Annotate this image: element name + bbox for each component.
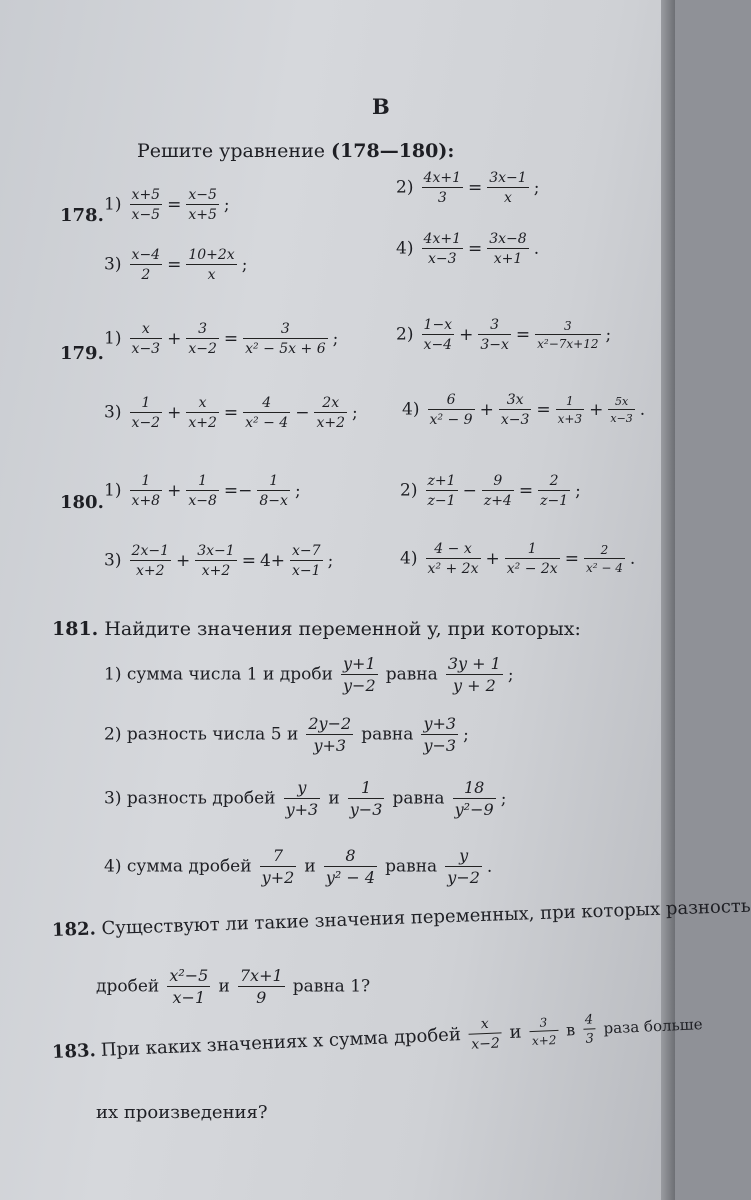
numerator: 1 [505,542,560,559]
numerator: 3 [478,318,511,335]
numerator: y [284,780,321,799]
item-label: 1) [104,328,122,349]
end-mark: ; [575,480,581,501]
denominator: x−3 [428,251,457,267]
denominator: x+8 [131,493,161,509]
numerator: 4x+1 [423,170,461,186]
denominator: x+2 [201,563,231,579]
instruction-range: (178—180): [331,140,455,162]
problem-180-number: 180. [60,492,104,513]
denominator: x−2 [471,1035,501,1053]
numerator: 3x [499,393,532,410]
numerator: 2x [314,396,347,413]
denominator: z−1 [427,493,456,509]
item-label: 3) [104,254,122,275]
end-mark: ; [332,328,339,349]
problem-182-line-1 [51,895,751,941]
numerator: y+1 [343,654,376,673]
problem-181-item-3 [104,780,508,818]
numerator: 7 [260,848,297,867]
numerator: 3 [535,320,600,335]
problem-178-number: 178. [60,205,104,226]
denominator: y−3 [423,736,457,755]
problem-179-item-2: 2) $\frac{1-x}{x-4}$ + $\frac{3}{3-x}$ = $\frac{3}{\text{x²−7x+12}}$ ; [396,317,612,353]
denominator: x−3 [500,412,530,428]
denominator: x+5 [188,207,217,223]
numerator: x+5 [131,187,161,203]
problem-179-item-3: 3) $\frac{1}{x-2}$ + $\frac{x}{x+2}$ = $\frac{4}{\text{x² − 4}}$ − $\frac{2x}{x+2}$ ; [104,395,358,431]
denominator: x−5 [131,207,161,223]
denominator: y+3 [285,800,319,819]
and-word: и [304,856,316,877]
equals-word: равна [392,788,445,809]
denominator: y+2 [261,868,295,887]
problem-180-item-3: 3) $\frac{2x-1}{x+2}$ + $\frac{3x-1}{x+2}$ = 4+ $\frac{x-7}{x-1}$ ; [104,543,334,579]
denominator: x−2 [131,415,161,431]
problem-181-item-2 [104,716,471,754]
denominator: x−1 [172,988,206,1007]
numerator: 9 [482,474,514,491]
numerator: 3 [529,1016,558,1032]
numerator: x²−5 [169,966,209,985]
denominator: x+2 [531,1032,557,1049]
numerator: 10+2x [188,247,235,263]
problem-181-header [52,620,581,639]
denominator: y + 2 [452,676,496,695]
denominator: y² − 4 [325,868,376,887]
problem-180-item-2: 2) $\frac{z+1}{z-1}$ − $\frac{9}{z+4}$ = $\frac{2}{z-1}$ ; [400,473,581,509]
denominator: 3 [585,1031,595,1047]
numerator: 18 [453,780,496,799]
numerator: 1 [130,396,163,413]
item-text: При каких значениях x сумма дробей [100,1024,462,1061]
denominator: x−4 [423,337,453,353]
item-label: 3) [104,402,122,423]
denominator: x+2 [316,415,345,431]
denominator: x [207,267,216,283]
denominator: x+1 [493,251,523,267]
item-label: 1) [104,480,122,501]
numerator: 3x−8 [489,231,527,247]
end-mark: ; [463,724,469,745]
numerator: 1 [556,395,584,410]
and-word: и [328,788,340,809]
numerator: 5x [608,396,634,410]
and-word: и [509,1021,522,1044]
numerator: y [445,848,482,867]
item-label: 4) [400,548,418,569]
end-mark: ; [223,194,230,215]
denominator: x−1 [292,563,321,579]
numerator: 3 [243,322,327,339]
instruction-text: Решите уравнение [137,140,325,162]
numerator: 2 [584,544,625,559]
denominator: x−3 [131,341,161,357]
item-label: 2) [396,177,414,198]
denominator: x−8 [188,493,217,509]
problem-182-line-2 [96,968,370,1006]
denominator: 9 [256,988,267,1007]
numerator: 4 [243,396,290,413]
end-mark: . [629,548,636,569]
item-label: 2) [400,480,418,501]
equals-word: равна [385,664,438,685]
denominator: x² − 4 [585,561,623,575]
numerator: 1−x [423,317,453,333]
equals-word: равна [385,856,438,877]
problem-178-item-4: 4) $\frac{4x+1}{x-3}$ = $\frac{3x-8}{x+1}$ . [396,231,540,267]
problem-181-text: Найдите значения переменной y, при которых: [104,618,581,640]
equals-word: равна [361,724,414,745]
problem-179-number: 179. [60,343,104,364]
problem-180-item-1: 1) $\frac{1}{x+8}$ + $\frac{1}{x-8}$ =− $\frac{1}{8-x}$ ; [104,473,301,509]
numerator: 3x−1 [197,543,235,559]
numerator: 3 [186,322,219,339]
numerator: 6 [428,393,475,410]
problem-183-number: 183. [51,1040,97,1063]
item-text: 1) сумма числа 1 и дроби [104,664,333,685]
item-text: 3) разность дробей [104,788,276,809]
denominator: z−1 [540,493,569,509]
end-mark: . [533,238,540,259]
denominator: x² − 5x + 6 [245,341,326,357]
numerator: x−4 [131,247,161,263]
end-mark: ; [351,402,358,423]
problem-181-item-4 [104,848,494,886]
end-mark: . [639,399,646,420]
problem-182-text: Существуют ли такие значения переменных, при которых разность [101,895,751,940]
item-label: 2) [396,324,414,345]
numerator: 1 [186,474,219,491]
numerator: 2 [538,474,570,491]
denominator: x² − 4 [245,415,289,431]
end-mark: ; [507,664,514,685]
end-mark: . [486,856,493,877]
item-label: 4) [402,399,420,420]
denominator: x+2 [136,563,165,579]
problem-179-item-1: 1) $\frac{x}{x-3}$ + $\frac{3}{x-2}$ = $\frac{3}{\text{x² − 5x + 6}}$ ; [104,321,339,357]
instruction [137,142,454,161]
numerator: 4x+1 [423,231,461,247]
numerator: z+1 [427,473,456,489]
numerator: 4 [583,1013,596,1030]
problem-181-item-1 [104,656,516,694]
problem-178-item-1: 1) $\frac{x+5}{x-5}$ = $\frac{x-5}{x+5}$ ; [104,187,230,223]
problem-183-line-1 [51,1009,703,1070]
numerator: 3x−1 [489,170,527,186]
denominator: z+4 [483,493,512,509]
denominator: y−2 [343,676,376,695]
denominator: 3−x [480,337,509,353]
problem-180-item-4: 4) $\frac{4 - x}{\text{x² + 2x}}$ + $\frac{1}{\text{x² − 2x}}$ = $\frac{2}{\text{x² − 4}}$ . [400,541,636,577]
end-mark: ; [500,788,507,809]
item-text-end: раза больше [603,1015,703,1038]
numerator: x−7 [292,543,321,559]
numerator: y+3 [423,714,457,733]
item-label: 1) [104,194,122,215]
denominator: x² − 9 [429,412,473,428]
numerator: 2x−1 [131,543,169,559]
denominator: y+3 [313,736,347,755]
equation-constant: 4+ [259,550,286,571]
denominator: y²−9 [454,800,494,819]
in-word: в [565,1020,576,1040]
item-text: дробей [96,976,160,997]
item-text-end: равна 1? [292,976,371,997]
denominator: x−3 [610,412,633,425]
denominator: 8−x [259,493,288,509]
problem-178-item-3: 3) $\frac{x-4}{2}$ = $\frac{10+2x}{x}$ ; [104,247,248,283]
denominator: x [504,190,512,206]
numerator: 3y + 1 [447,654,501,673]
problem-178-item-2: 2) $\frac{4x+1}{3}$ = $\frac{3x-1}{x}$ ; [396,170,540,206]
numerator: 4 − x [426,542,481,559]
end-mark: ; [327,550,334,571]
item-label: 4) [396,238,414,259]
item-text: 4) сумма дробей [104,856,252,877]
denominator: 3 [437,190,447,206]
numerator: 2y−2 [308,714,352,733]
item-text: 2) разность числа 5 и [104,724,299,745]
denominator: x²−7x+12 [537,337,599,351]
item-label: 3) [104,550,122,571]
numerator: x [186,396,219,413]
problem-181-number: 181. [52,618,99,640]
problem-183-line-2: их произведения? [96,1102,268,1123]
numerator: 1 [130,474,163,491]
numerator: 7x+1 [239,966,283,985]
numerator: x−5 [188,187,217,203]
numerator: x [130,322,163,339]
problem-179-item-4: 4) $\frac{6}{\text{x² − 9}}$ + $\frac{3x}{x-3}$ = $\frac{1}{x+3}$ + $\frac{5x}{x-3}$ . [402,392,646,428]
denominator: x² − 2x [506,561,558,577]
numerator: 1 [348,780,385,799]
and-word: и [218,976,230,997]
denominator: x−2 [188,341,217,357]
section-letter: В [372,94,390,119]
denominator: x+2 [188,415,217,431]
numerator: x [468,1016,501,1034]
end-mark: ; [294,480,301,501]
numerator: 1 [257,474,290,491]
denominator: x² + 2x [427,561,479,577]
numerator: 8 [324,848,377,867]
denominator: 2 [141,267,151,283]
denominator: y−3 [349,800,383,819]
end-mark: ; [533,177,540,198]
problem-182-number: 182. [51,918,97,941]
end-mark: ; [241,254,248,275]
denominator: y−2 [447,868,480,887]
denominator: x+3 [557,412,583,426]
end-mark: ; [605,324,612,345]
